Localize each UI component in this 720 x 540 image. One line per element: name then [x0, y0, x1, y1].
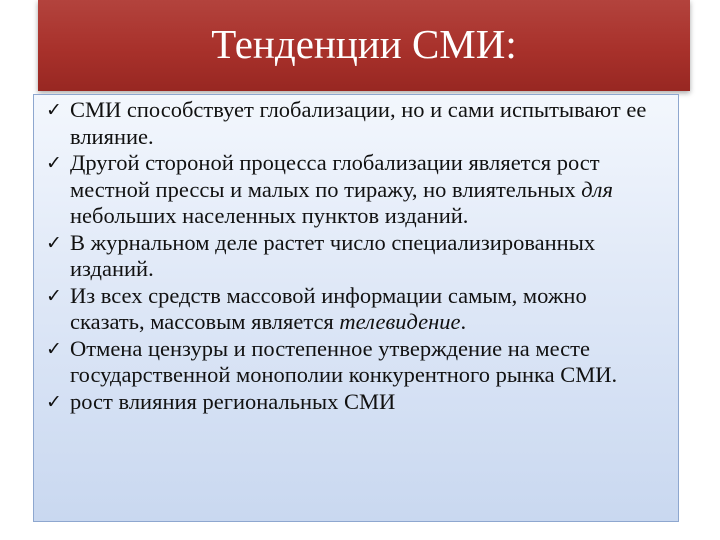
- slide-title: Тенденции СМИ:: [211, 21, 517, 67]
- bullet-text: рост влияния региональных СМИ: [70, 388, 396, 414]
- bullet-text: В журнальном деле растет число специализированных изданий.: [70, 229, 596, 281]
- bullet-text: Из всех средств массовой информации самым, можно сказать, массовым является: [70, 282, 587, 334]
- check-icon: ✓: [46, 231, 62, 254]
- bullet-item: [34, 283, 658, 336]
- title-bar: [38, 0, 690, 91]
- bullet-item: [34, 336, 658, 389]
- check-icon: ✓: [46, 99, 62, 121]
- bullet-text: Другой стороной процесса глобализации является рост местной прессы и малых по тиражу, но влиятельных: [70, 150, 600, 202]
- bullet-item: [34, 97, 658, 150]
- bullet-text: небольших населенных пунктов изданий.: [70, 203, 469, 228]
- bullet-list: [34, 97, 678, 415]
- bullet-item: [34, 389, 658, 416]
- bullet-text-italic: телевидение: [339, 309, 461, 334]
- content-box: [33, 94, 679, 522]
- bullet-text: Отмена цензуры и постепенное утверждение на месте государственной монополии конкурентного рынка СМИ.: [70, 335, 618, 387]
- bullet-text-italic: для: [581, 176, 613, 202]
- bullet-text: СМИ способствует глобализации, но и сами испытывают ее влияние.: [70, 97, 647, 149]
- check-icon: ✓: [46, 284, 62, 307]
- bullet-item: [34, 230, 658, 283]
- check-icon: ✓: [46, 390, 62, 413]
- bullet-item: [34, 150, 658, 230]
- bullet-text: .: [460, 309, 467, 334]
- check-icon: ✓: [46, 337, 62, 360]
- check-icon: ✓: [46, 152, 62, 174]
